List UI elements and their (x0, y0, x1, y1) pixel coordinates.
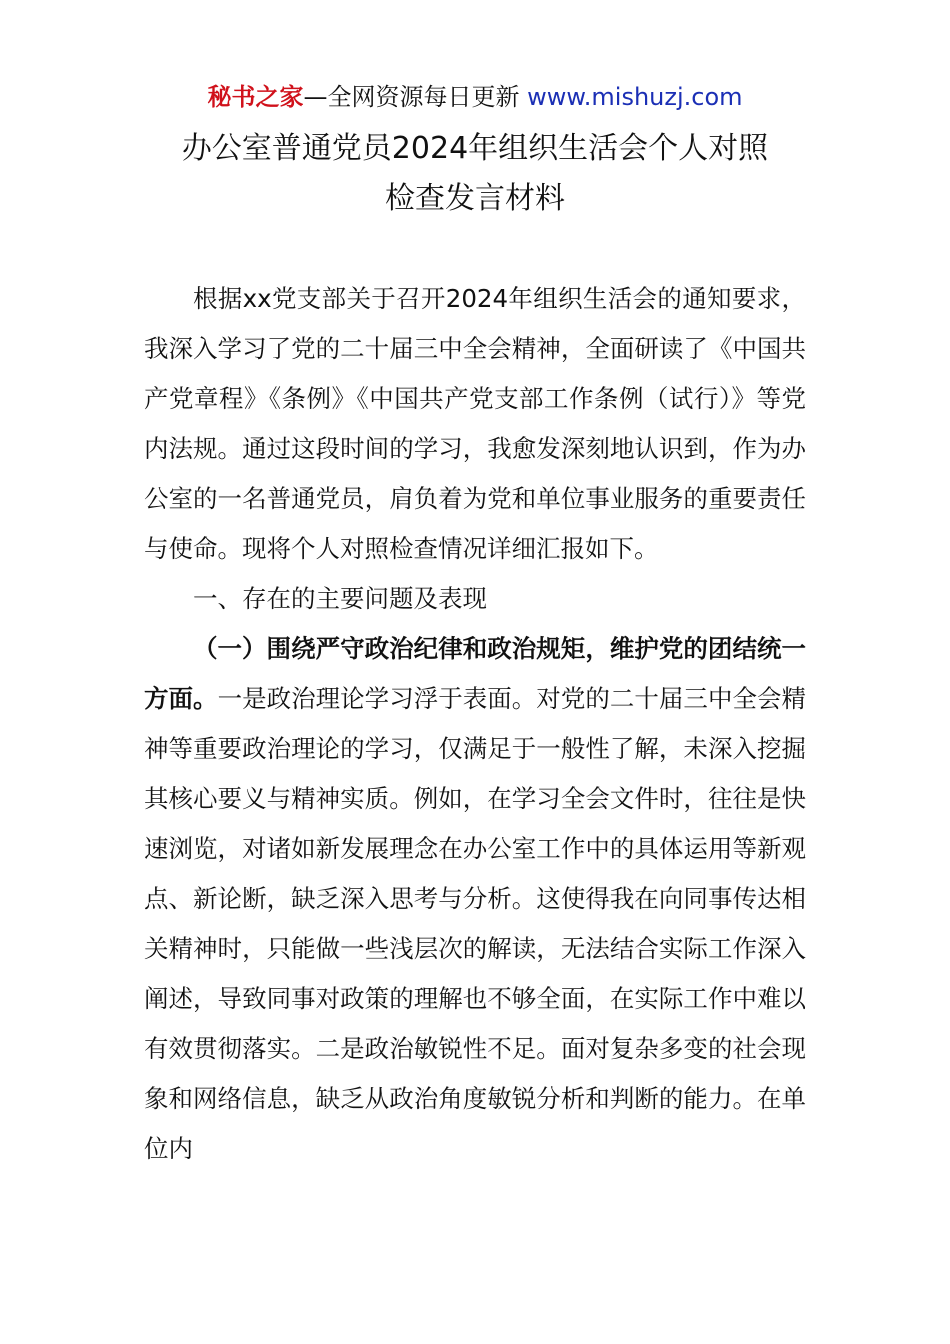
title-line-2: 检查发言材料 (385, 181, 565, 216)
section-heading: 一、存在的主要问题及表现 (193, 584, 487, 613)
document-body (144, 274, 806, 1174)
site-banner (0, 80, 950, 114)
site-url-link[interactable]: www.mishuzj.com (527, 83, 743, 111)
intro-paragraph: 根据xx党支部关于召开2024年组织生活会的通知要求，我深入学习了党的二十届三中全会精神，全面研读了《中国共产党章程》《条例》《中国共产党支部工作条例（试行）》等党内法规。通过这段时间的学习，我愈发深刻地认识到，作为办公室的一名普通党员，肩负着为党和单位事业服务的重要责任与使命。现将个人对照检查情况详细汇报如下。 (144, 284, 806, 563)
brand-name: 秘书之家 (207, 83, 304, 111)
subsection-heading: （一）围绕严守政治纪律和政治规矩，维护党的团结统一方面。 (144, 634, 806, 713)
subsection-paragraph (144, 624, 806, 1174)
banner-tagline: —全网资源每日更新 (303, 83, 520, 111)
subsection-body: 一是政治理论学习浮于表面。对党的二十届三中全会精神等重要政治理论的学习，仅满足于一般性了解，未深入挖掘其核心要义与精神实质。例如，在学习全会文件时，往往是快速浏览，对诸如新发展理念在办公室工作中的具体运用等新观点、新论断，缺乏深入思考与分析。这使得我在向同事传达相关精神时，只能做一些浅层次的解读，无法结合实际工作深入阐述，导致同事对政策的理解也不够全面，在实际工作中难以有效贯彻落实。二是政治敏锐性不足。面对复杂多变的社会现象和网络信息，缺乏从政治角度敏锐分析和判断的能力。在单位内 (144, 684, 807, 1163)
title-line-1: 办公室普通党员2024年组织生活会个人对照 (181, 131, 769, 166)
document-title (0, 124, 950, 224)
